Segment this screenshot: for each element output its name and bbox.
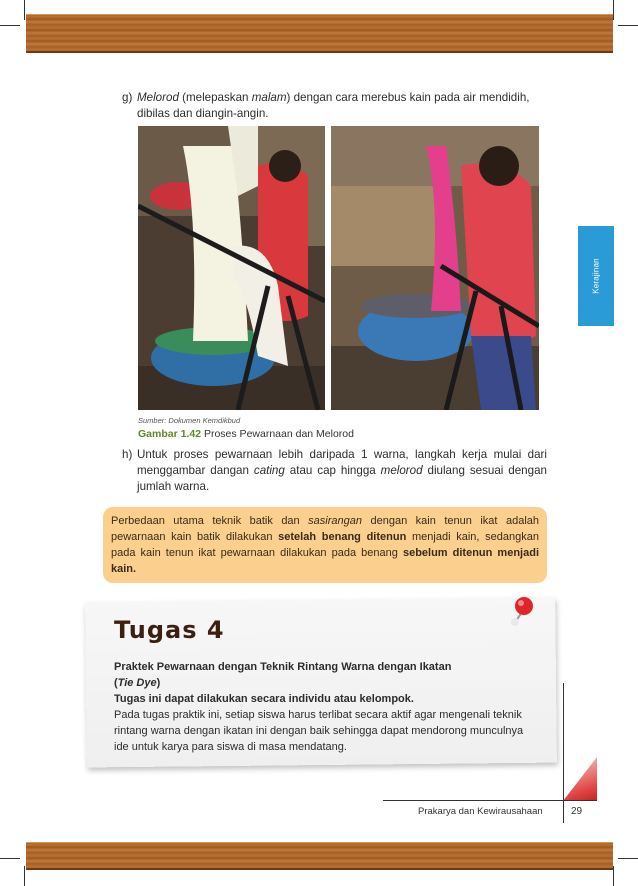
task-heading: Praktek Pewarnaan dengan Teknik Rintang Warna dengan Ikatan [114, 661, 452, 673]
step-h-text-3: diulang sesuai dengan jumlah warna. [137, 464, 547, 493]
photo-pewarnaan [331, 126, 539, 410]
note-text-3: menjadi kain, sedangkan pada kain tenun ikat pewarnaan dilakukan pada benang [111, 531, 540, 559]
step-h-text-2: atau cap hingga [284, 464, 381, 477]
note-emphasis-1: setelah benang ditenun [278, 531, 407, 543]
note-term-sasirangan: sasirangan [308, 515, 362, 527]
step-h-marker: h) [122, 448, 133, 461]
step-h-term-cating: cating [253, 464, 285, 477]
crop-mark [24, 866, 25, 886]
note-text-2: dengan kain tenun ikat adalah pewarnaan kain batik dilakukan [111, 515, 539, 543]
figure-credit: Sumber: Dokumen Kemdikbud [138, 416, 241, 425]
crop-mark [613, 0, 614, 20]
note-text: Perbedaan utama teknik batik dan [111, 515, 309, 527]
footer-divider-vertical [563, 683, 564, 823]
page-corner-accent [563, 757, 597, 801]
info-note-box [103, 507, 547, 583]
footer-divider-horizontal [383, 800, 597, 801]
footer-wood-bar [26, 842, 613, 870]
task-subheading-close: ) [156, 677, 161, 689]
chapter-side-tab[interactable] [578, 226, 614, 326]
crop-mark [618, 25, 638, 26]
figure-label: Gambar 1.42 [138, 428, 202, 440]
header-wood-bar [26, 14, 613, 53]
task-subheading [114, 675, 534, 691]
figure-caption [138, 428, 354, 440]
step-g-term-malam: malam [251, 91, 287, 104]
photo-melorod [138, 126, 325, 410]
note-emphasis-2: sebelum ditenun menjadi kain. [111, 547, 540, 575]
page-number: 29 [571, 806, 583, 817]
step-g-term: Melorod [137, 91, 179, 104]
step-h [122, 447, 547, 495]
step-h-term-melorod: melorod [380, 464, 423, 477]
crop-mark [0, 25, 20, 26]
step-g-marker: g) [122, 91, 133, 104]
task-title: Tugas 4 [114, 616, 225, 644]
figure-title: Proses Pewarnaan dan Melorod [201, 428, 354, 440]
crop-mark [0, 858, 20, 859]
crop-mark [613, 866, 614, 886]
task-description: Pada tugas praktik ini, setiap siswa harus terlibat secara aktif agar mengenali teknik rintang warna dengan ikatan ini dengan baik sehingga dapat mendorong munculnya ide untuk karya para siswa di masa mendatang. [114, 709, 524, 753]
book-title: Prakarya dan Kewirausahaan [418, 806, 543, 817]
chapter-side-tab-label: Kerajinan [591, 258, 601, 294]
task-body [114, 659, 534, 755]
task-subheading-term: Tie Dye [117, 677, 157, 689]
step-g [122, 90, 557, 122]
step-h-text: Untuk proses pewarnaan lebih daripada 1 warna, langkah kerja mulai dari menggambar dangan [137, 448, 547, 477]
step-g-text: (melepaskan [178, 91, 252, 104]
crop-mark [618, 858, 638, 859]
task-mode: Tugas ini dapat dilakukan secara individu atau kelompok. [114, 693, 414, 705]
pushpin-icon [500, 594, 540, 634]
step-g-text-rest: ) dengan cara merebus kain pada air mendidih, dibilas dan diangin-angin. [137, 91, 530, 120]
task-subheading-open: ( [114, 677, 118, 689]
crop-mark [24, 0, 25, 20]
